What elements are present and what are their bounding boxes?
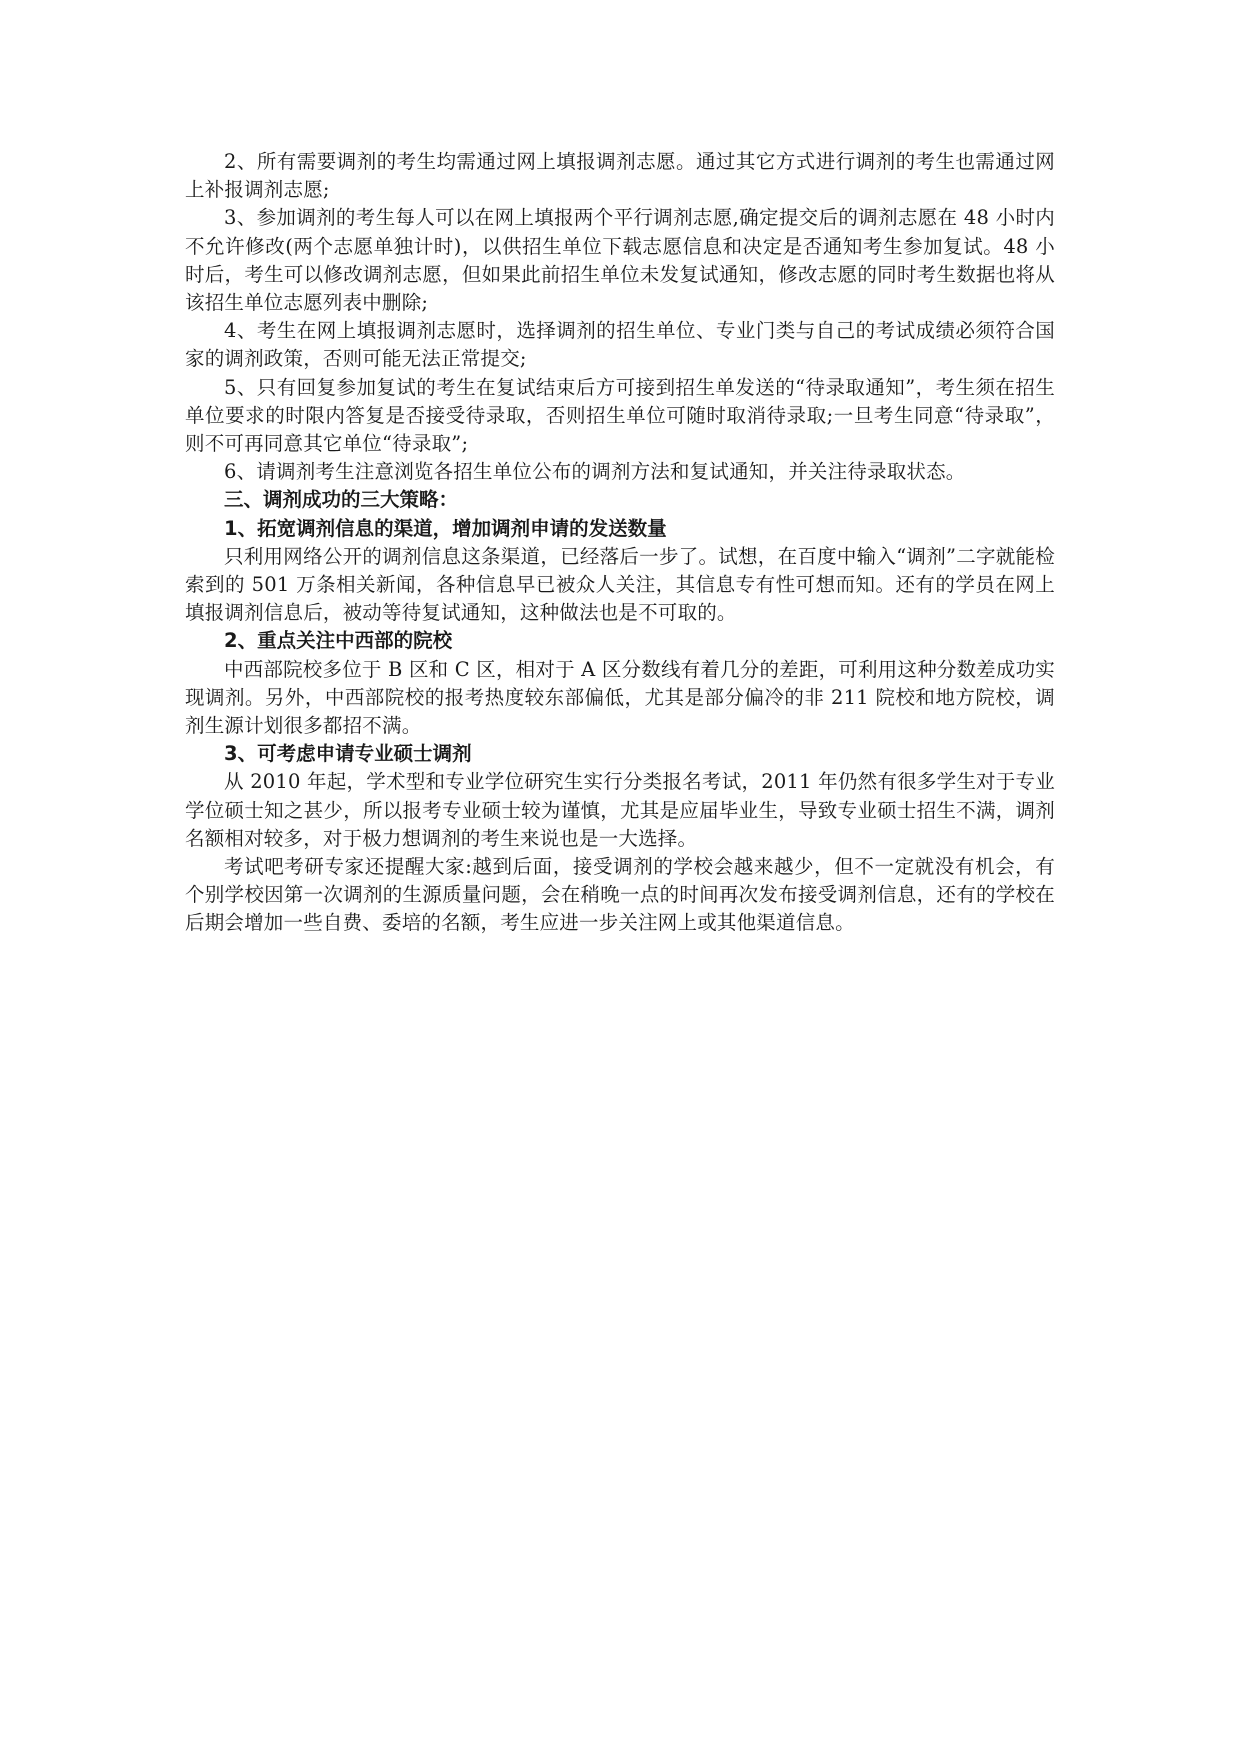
subheading-strategy-2: 2、重点关注中西部的院校 bbox=[224, 629, 453, 653]
paragraph-item-4: 4、考生在网上填报调剂志愿时，选择调剂的招生单位、专业门类与自己的考试成绩必须符合国家的调剂政策，否则可能无法正常提交; bbox=[185, 319, 1055, 371]
subheading-strategy-3: 3、可考虑申请专业硕士调剂 bbox=[224, 742, 472, 766]
paragraph-item-3: 3、参加调剂的考生每人可以在网上填报两个平行调剂志愿,确定提交后的调剂志愿在 48 小时内不允许修改(两个志愿单独计时)，以供招生单位下载志愿信息和决定是否通知考生参加复试。48 小时后，考生可以修改调剂志愿，但如果此前招生单位未发复试通知，修改志愿的同时考生数据也将从该招生单位志愿列表中删除; bbox=[185, 206, 1055, 315]
paragraph-item-2: 2、所有需要调剂的考生均需通过网上填报调剂志愿。通过其它方式进行调剂的考生也需通过网上补报调剂志愿; bbox=[185, 150, 1055, 202]
paragraph-item-6: 6、请调剂考生注意浏览各招生单位公布的调剂方法和复试通知，并关注待录取状态。 bbox=[224, 460, 966, 484]
document-body bbox=[185, 148, 1055, 938]
paragraph-strategy-1: 只利用网络公开的调剂信息这条渠道，已经落后一步了。试想，在百度中输入“调剂”二字就能检索到的 501 万条相关新闻，各种信息早已被众人关注，其信息专有性可想而知。还有的学员在网上填报调剂信息后，被动等待复试通知，这种做法也是不可取的。 bbox=[185, 544, 1055, 625]
paragraph-strategy-2: 中西部院校多位于 B 区和 C 区，相对于 A 区分数线有着几分的差距，可利用这种分数差成功实现调剂。另外，中西部院校的报考热度较东部偏低，尤其是部分偏冷的非 211 院校和地方院校，调剂生源计划很多都招不满。 bbox=[185, 657, 1055, 738]
paragraph-expert-reminder: 考试吧考研专家还提醒大家:越到后面，接受调剂的学校会越来越少，但不一定就没有机会，有个别学校因第一次调剂的生源质量问题，会在稍晚一点的时间再次发布接受调剂信息，还有的学校在后期会增加一些自费、委培的名额，考生应进一步关注网上或其他渠道信息。 bbox=[185, 855, 1055, 935]
paragraph-strategy-3: 从 2010 年起，学术型和专业学位研究生实行分类报名考试，2011 年仍然有很多学生对于专业学位硕士知之甚少，所以报考专业硕士较为谨慎，尤其是应届毕业生，导致专业硕士招生不满，调剂名额相对较多，对于极力想调剂的考生来说也是一大选择。 bbox=[185, 770, 1055, 850]
paragraph-item-5: 5、只有回复参加复试的考生在复试结束后方可接到招生单发送的“待录取通知”，考生须在招生单位要求的时限内答复是否接受待录取，否则招生单位可随时取消待录取;一旦考生同意“待录取”，则不可再同意其它单位“待录取”; bbox=[185, 375, 1055, 456]
section-heading-strategies: 三、调剂成功的三大策略： bbox=[224, 488, 459, 512]
subheading-strategy-1: 1、拓宽调剂信息的渠道，增加调剂申请的发送数量 bbox=[224, 516, 667, 540]
